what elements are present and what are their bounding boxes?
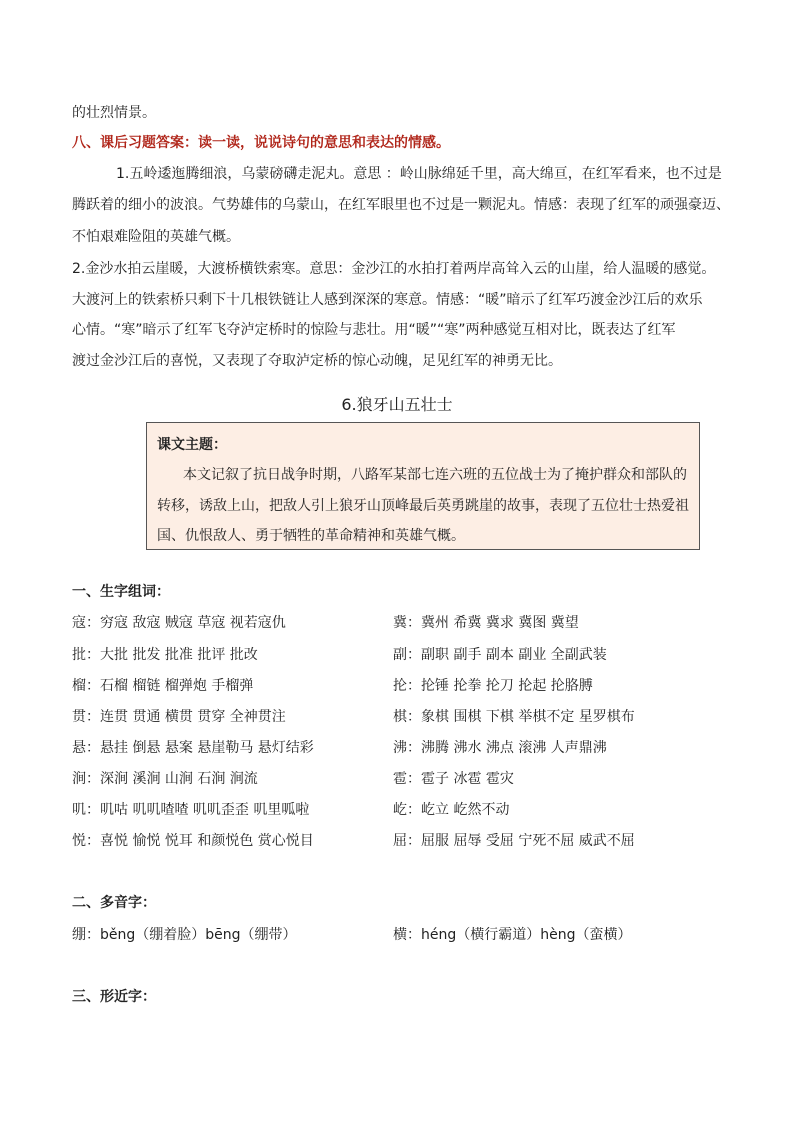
vocab-right-8: 屈：屈服 屈辱 受屈 宁死不屈 威武不屈 <box>393 833 635 849</box>
vocab-right-3: 抡：抡锤 抡拳 抡刀 抡起 抡胳膊 <box>393 678 593 694</box>
answer-2-line-4: 渡过金沙江后的喜悦，又表现了夺取泸定桥的惊心动魄，足见红军的神勇无比。 <box>72 353 562 369</box>
vocab-right-6: 雹：雹子 冰雹 雹灾 <box>393 771 514 787</box>
vocab-right-5: 沸：沸腾 沸水 沸点 滚沸 人声鼎沸 <box>393 740 607 756</box>
answer-2-line-3: 心情。“寒”暗示了红军飞夺泸定桥时的惊险与悲壮。用“暖”“寒”两种感觉互相对比，既表达了红军 <box>72 322 676 338</box>
vocab-left-4: 贯：连贯 贯通 横贯 贯穿 全神贯注 <box>72 709 286 725</box>
vocab-left-2: 批：大批 批发 批准 批评 批改 <box>72 647 258 663</box>
vocab-left-6: 涧：深涧 溪涧 山涧 石涧 涧流 <box>72 771 258 787</box>
answer-1-line-3: 不怕艰难险阻的英雄气概。 <box>72 229 240 245</box>
answer-2-line-1: 2.金沙水拍云崖暖，大渡桥横铁索寒。意思：金沙江的水拍打着两岸高耸入云的山崖，给人温暖的感觉。 <box>72 261 716 277</box>
vocab-left-7: 叽：叽咕 叽叽喳喳 叽叽歪歪 叽里呱啦 <box>72 802 310 818</box>
theme-line-2: 转移，诱敌上山，把敌人引上狼牙山顶峰最后英勇跳崖的故事，表现了五位壮士热爱祖 <box>157 498 689 514</box>
answer-1-line-1: 1.五岭逶迤腾细浪，乌蒙磅礴走泥丸。意思 ：岭山脉绵延千里，高大绵亘，在红军看来，也不过是 <box>116 166 722 182</box>
vocab-right-4: 棋：象棋 围棋 下棋 举棋不定 星罗棋布 <box>393 709 635 725</box>
vocab-heading: 一、生字组词： <box>72 584 170 600</box>
vocab-right-2: 副：副职 副手 副本 副业 全副武装 <box>393 647 607 663</box>
theme-label: 课文主题： <box>157 437 227 453</box>
vocab-right-7: 屹：屹立 屹然不动 <box>393 802 510 818</box>
section-8-heading: 八、课后习题答案：读一读，说说诗句的意思和表达的情感。 <box>72 135 450 151</box>
polyphone-heading: 二、多音字： <box>72 895 156 911</box>
lesson-title: 6.狼牙山五壮士 <box>341 395 453 414</box>
polyphone-right: 横：héng（横行霸道）hèng（蛮横） <box>393 927 632 943</box>
vocab-right-1: 冀：冀州 希冀 冀求 冀图 冀望 <box>393 615 579 631</box>
similar-chars-heading: 三、形近字： <box>72 989 156 1005</box>
vocab-left-1: 寇：穷寇 敌寇 贼寇 草寇 视若寇仇 <box>72 615 286 631</box>
vocab-left-8: 悦：喜悦 愉悦 悦耳 和颜悦色 赏心悦目 <box>72 833 314 849</box>
theme-box <box>146 422 700 550</box>
intro-end-text: 的壮烈情景。 <box>72 105 156 121</box>
vocab-left-5: 悬：悬挂 倒悬 悬案 悬崖勒马 悬灯结彩 <box>72 740 314 756</box>
answer-1-line-2: 腾跃着的细小的波浪。气势雄伟的乌蒙山，在红军眼里也不过是一颗泥丸。情感：表现了红军的顽强豪迈、 <box>72 197 730 213</box>
theme-line-1: 本文记叙了抗日战争时期，八路军某部七连六班的五位战士为了掩护群众和部队的 <box>183 467 687 483</box>
answer-2-line-2: 大渡河上的铁索桥只剩下十几根铁链让人感到深深的寒意。情感：“暖”暗示了红军巧渡金沙江后的欢乐 <box>72 292 703 308</box>
vocab-left-3: 榴：石榴 榴链 榴弹炮 手榴弹 <box>72 678 254 694</box>
polyphone-left: 绷：běng（绷着脸）bēng（绷带） <box>72 927 297 943</box>
theme-line-3: 国、仇恨敌人、勇于牺牲的革命精神和英雄气概。 <box>157 528 465 544</box>
